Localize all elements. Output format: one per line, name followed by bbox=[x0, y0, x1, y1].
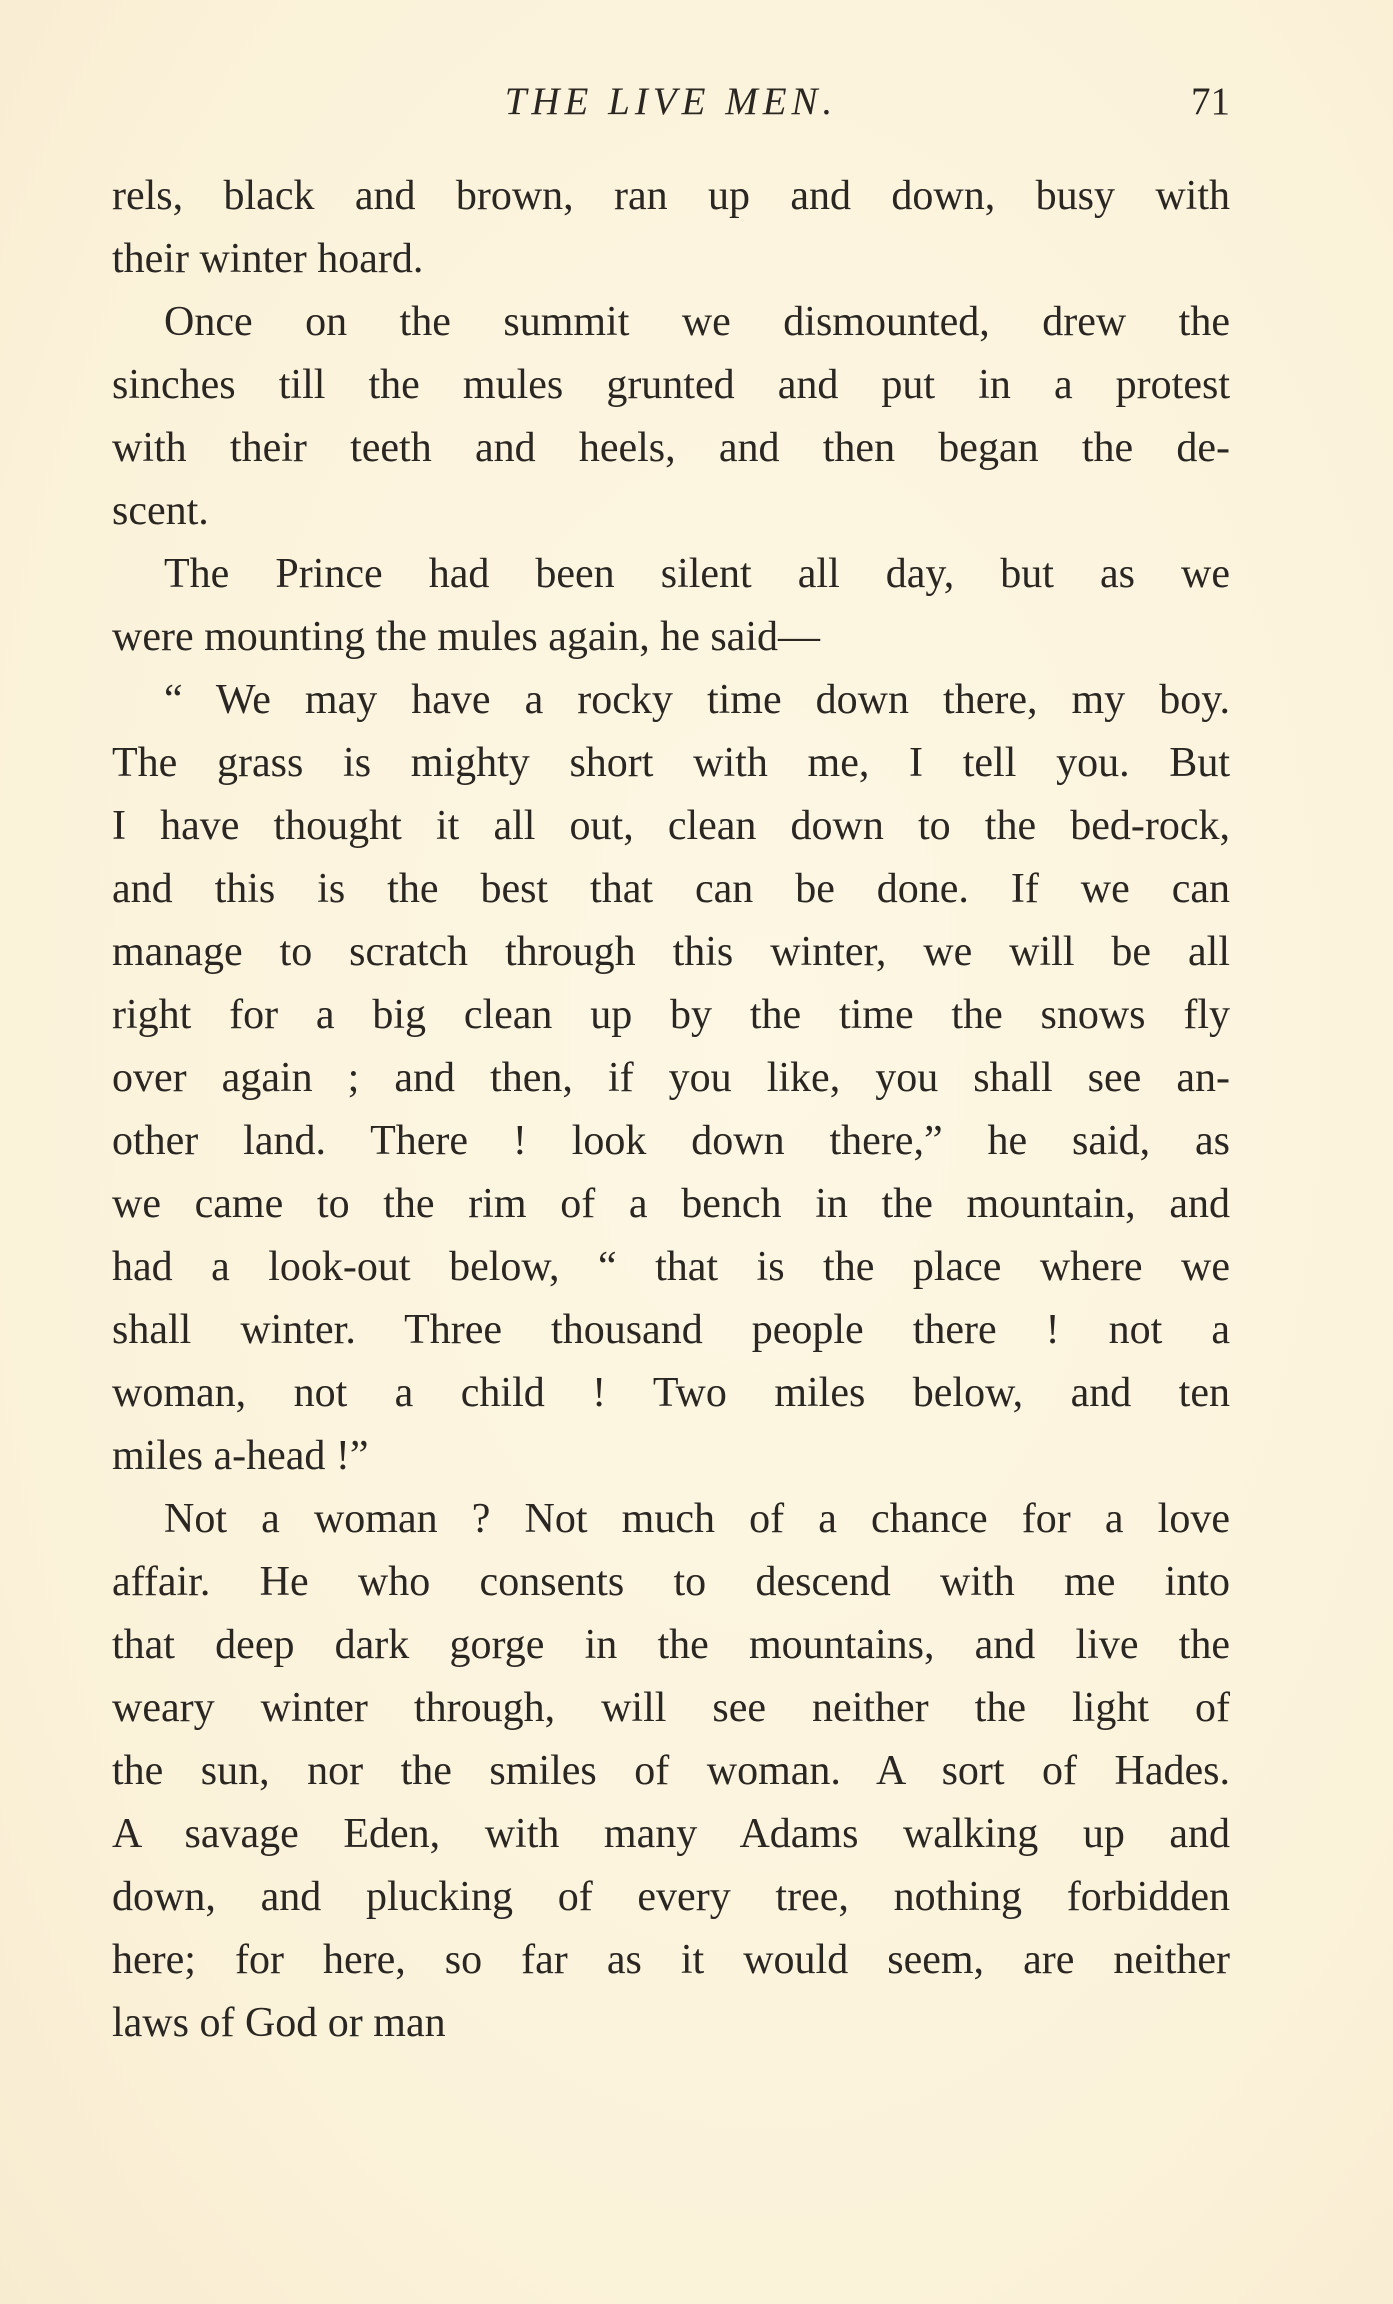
text-line: we came to the rim of a bench in the mountain, and bbox=[112, 1181, 1230, 1227]
text-line: with their teeth and heels, and then began the de- bbox=[112, 425, 1230, 471]
text-line: that deep dark gorge in the mountains, and live the bbox=[112, 1622, 1230, 1668]
text-line: The Prince had been silent all day, but as we bbox=[164, 551, 1230, 597]
text-line: right for a big clean up by the time the snows fly bbox=[112, 992, 1230, 1038]
text-line: I have thought it all out, clean down to the bed-rock, bbox=[112, 803, 1230, 849]
text-line: miles a-head !” bbox=[112, 1433, 369, 1479]
page-number: 71 bbox=[1191, 80, 1230, 123]
text-line: the sun, nor the smiles of woman. A sort of Hades. bbox=[112, 1748, 1230, 1794]
text-line: down, and plucking of every tree, nothing forbidden bbox=[112, 1874, 1230, 1920]
text-line: “ We may have a rocky time down there, my boy. bbox=[164, 677, 1230, 723]
text-line: their winter hoard. bbox=[112, 236, 424, 282]
text-line: weary winter through, will see neither the light of bbox=[112, 1685, 1230, 1731]
text-line: Once on the summit we dismounted, drew the bbox=[164, 299, 1230, 345]
text-line: Not a woman ? Not much of a chance for a love bbox=[164, 1496, 1230, 1542]
text-line: were mounting the mules again, he said— bbox=[112, 614, 820, 660]
text-line: A savage Eden, with many Adams walking up and bbox=[112, 1811, 1230, 1857]
text-line: sinches till the mules grunted and put in a protest bbox=[112, 362, 1230, 408]
body-text bbox=[112, 165, 1230, 2055]
text-line: had a look-out below, “ that is the place where we bbox=[112, 1244, 1230, 1290]
text-line: manage to scratch through this winter, we will be all bbox=[112, 929, 1230, 975]
text-line: The grass is mighty short with me, I tell you. But bbox=[112, 740, 1230, 786]
text-line: and this is the best that can be done. If we can bbox=[112, 866, 1230, 912]
text-line: scent. bbox=[112, 488, 209, 534]
running-title: THE LIVE MEN. bbox=[504, 80, 838, 123]
text-line: laws of God or man bbox=[112, 2000, 446, 2046]
text-line: rels, black and brown, ran up and down, busy with bbox=[112, 173, 1230, 219]
text-line: woman, not a child ! Two miles below, and ten bbox=[112, 1370, 1230, 1416]
text-line: shall winter. Three thousand people there ! not a bbox=[112, 1307, 1230, 1353]
text-line: affair. He who consents to descend with me into bbox=[112, 1559, 1230, 1605]
text-line: over again ; and then, if you like, you shall see an- bbox=[112, 1055, 1230, 1101]
page-header bbox=[112, 72, 1230, 132]
text-line: here; for here, so far as it would seem, are neither bbox=[112, 1937, 1230, 1983]
text-line: other land. There ! look down there,” he said, as bbox=[112, 1118, 1230, 1164]
